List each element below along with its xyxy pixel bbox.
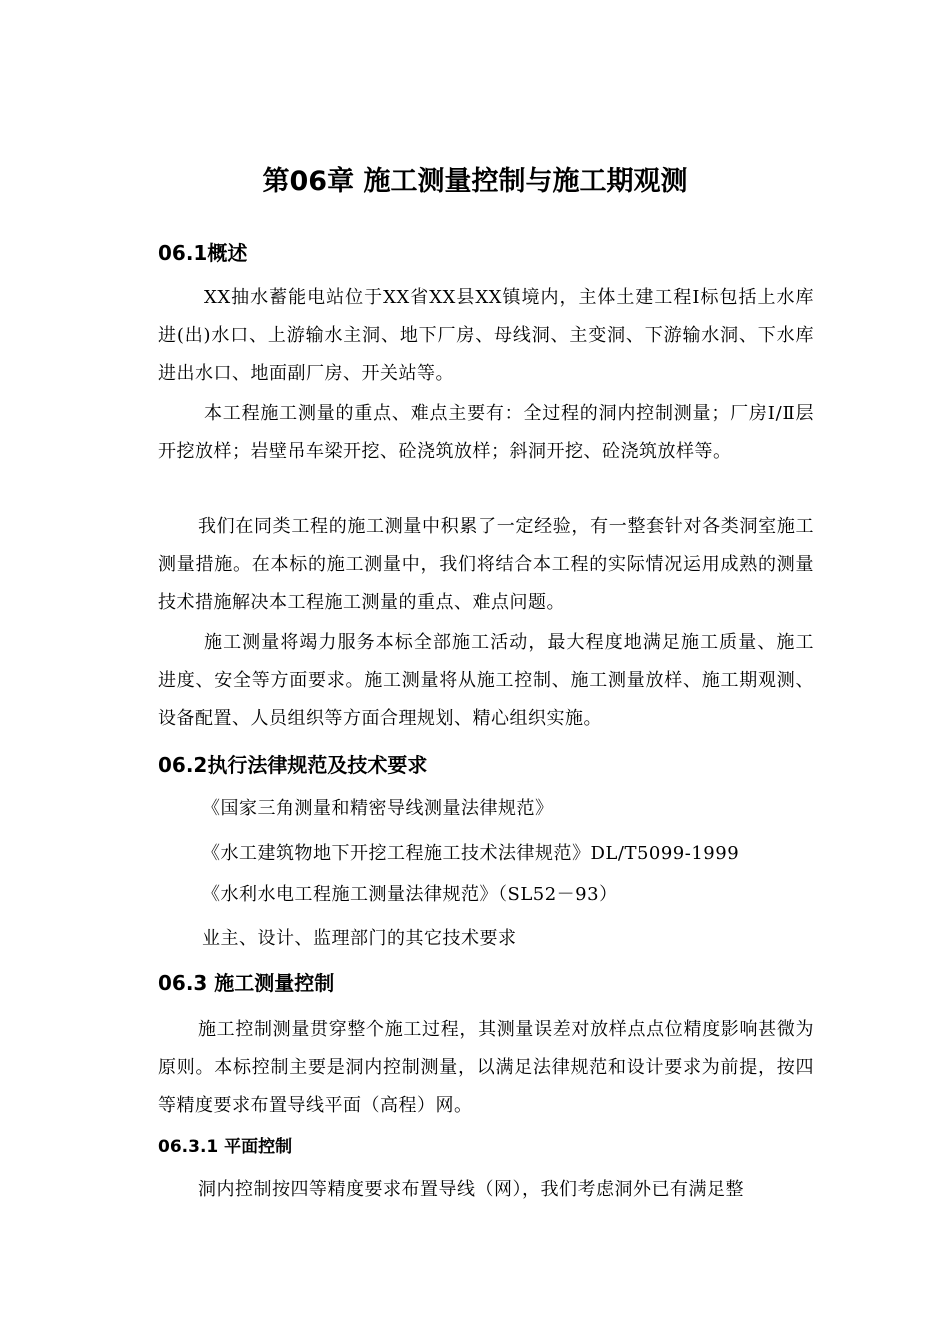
reference-item-4: 业主、设计、监理部门的其它技术要求	[202, 928, 517, 949]
section-heading-control: 06.3 施工测量控制	[158, 971, 335, 995]
section-heading-standards: 06.2执行法律规范及技术要求	[158, 753, 428, 777]
subsection-heading-plane-control: 06.3.1 平面控制	[158, 1137, 293, 1157]
reference-item-2: 《水工建筑物地下开挖工程施工技术法律规范》DL/T5099-1999	[202, 843, 740, 864]
overview-paragraph-3: 我们在同类工程的施工测量中积累了一定经验，有一整套针对各类洞室施工测量措施。在本标的施工测量中，我们将结合本工程的实际情况运用成熟的测量技术措施解决本工程施工测量的重点、难点问题。	[158, 516, 814, 613]
control-paragraph-1: 施工控制测量贯穿整个施工过程，其测量误差对放样点点位精度影响甚微为原则。本标控制主要是洞内控制测量，以满足法律规范和设计要求为前提，按四等精度要求布置导线平面（高程）网。	[158, 1019, 814, 1116]
overview-paragraph-4: 施工测量将竭力服务本标全部施工活动，最大程度地满足施工质量、施工进度、安全等方面要求。施工测量将从施工控制、施工测量放样、施工期观测、设备配置、人员组织等方面合理规划、精心组织实施。	[158, 632, 814, 729]
overview-paragraph-1: XX抽水蓄能电站位于XX省XX县XX镇境内，主体土建工程Ⅰ标包括上水库进(出)水口、上游输水主洞、地下厂房、母线洞、主变洞、下游输水洞、下水库进出水口、地面副厂房、开关站等。	[158, 287, 814, 384]
chapter-title: 第06章 施工测量控制与施工期观测	[262, 166, 688, 197]
reference-item-1: 《国家三角测量和精密导线测量法律规范》	[202, 798, 554, 819]
overview-paragraph-2: 本工程施工测量的重点、难点主要有：全过程的洞内控制测量；厂房Ⅰ/Ⅱ层开挖放样；岩壁吊车梁开挖、砼浇筑放样；斜洞开挖、砼浇筑放样等。	[158, 403, 814, 462]
section-heading-overview: 06.1概述	[158, 241, 248, 265]
reference-item-3: 《水利水电工程施工测量法律规范》（SL52－93）	[202, 884, 618, 905]
plane-control-paragraph-1: 洞内控制按四等精度要求布置导线（网），我们考虑洞外已有满足整	[198, 1179, 744, 1200]
